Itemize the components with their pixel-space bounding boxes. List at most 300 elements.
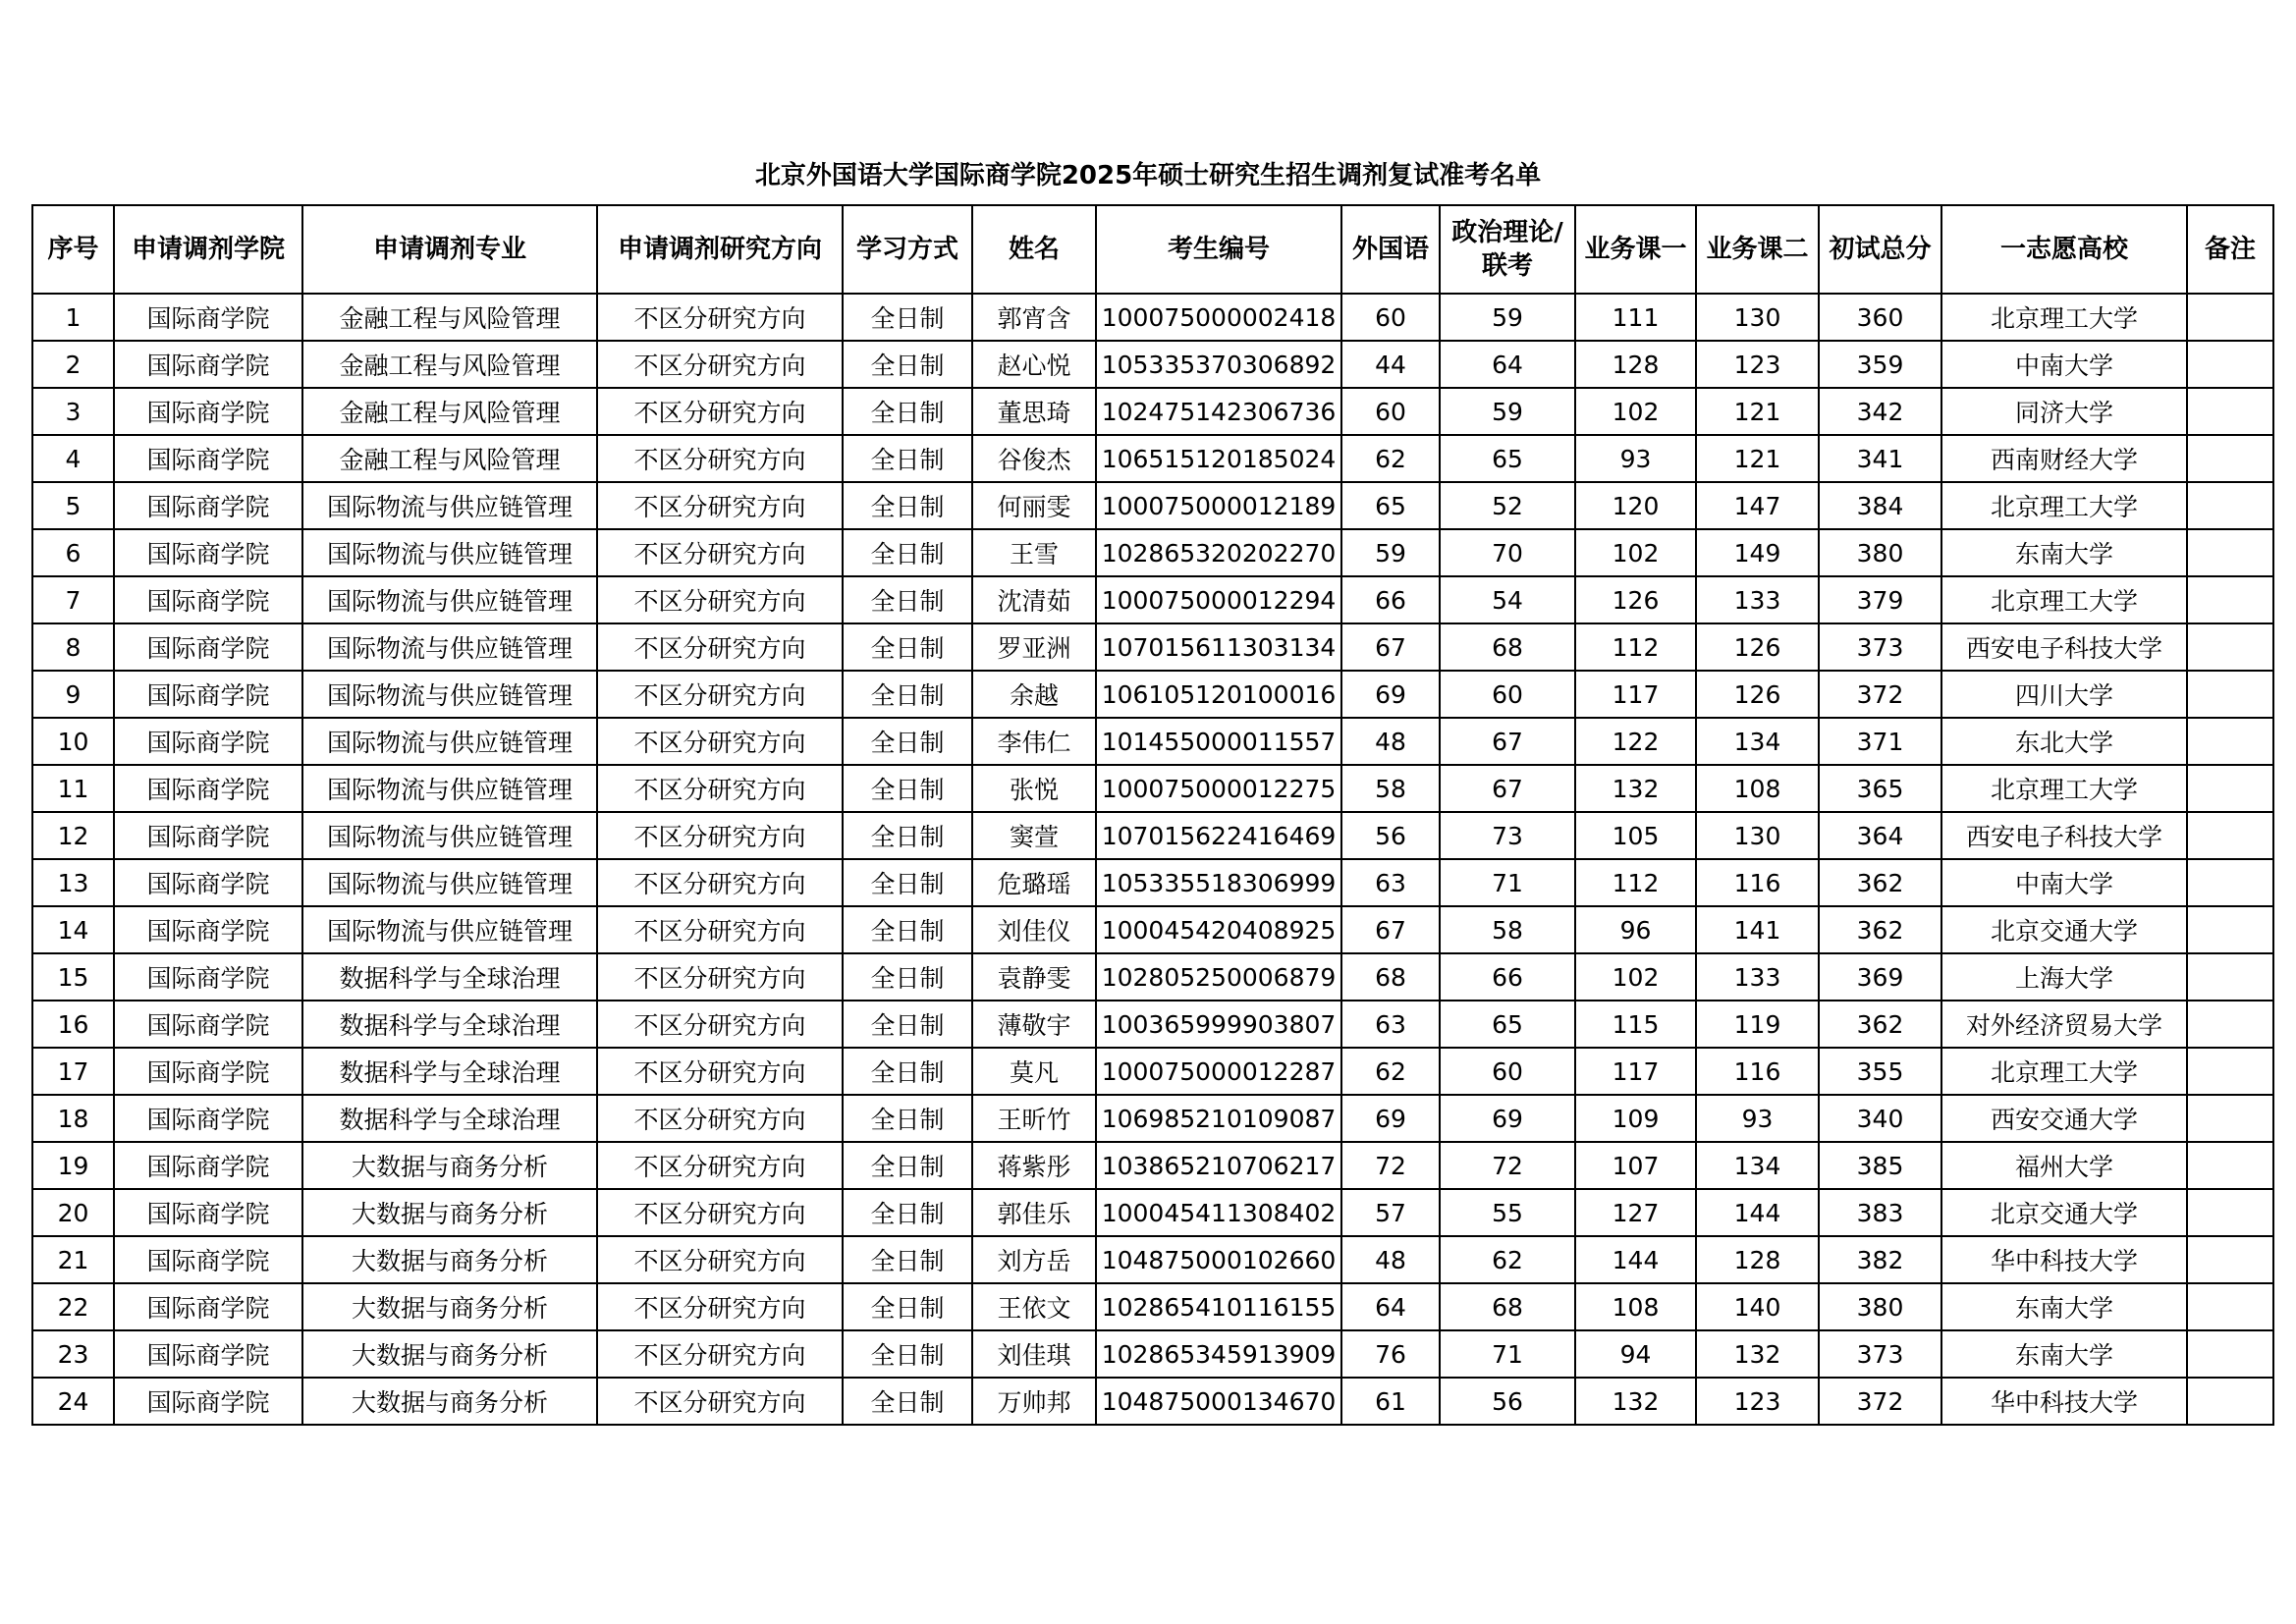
cell-exam-id: 102865345913909 (1096, 1330, 1341, 1378)
cell-direction: 不区分研究方向 (597, 1330, 843, 1378)
cell-foreign-language: 69 (1341, 1095, 1440, 1142)
cell-foreign-language: 60 (1341, 388, 1440, 435)
cell-name: 罗亚洲 (972, 623, 1096, 671)
cell-direction: 不区分研究方向 (597, 859, 843, 906)
cell-total: 369 (1819, 953, 1941, 1001)
cell-politics: 60 (1440, 1048, 1575, 1095)
cell-total: 340 (1819, 1095, 1941, 1142)
cell-course-one: 117 (1575, 671, 1696, 718)
cell-direction: 不区分研究方向 (597, 718, 843, 765)
col-header-remarks: 备注 (2187, 205, 2273, 294)
cell-name: 刘佳琪 (972, 1330, 1096, 1378)
cell-school: 国际商学院 (114, 1236, 302, 1283)
cell-politics: 59 (1440, 294, 1575, 341)
cell-major: 大数据与商务分析 (302, 1189, 597, 1236)
cell-major: 大数据与商务分析 (302, 1142, 597, 1189)
cell-first-choice: 西安电子科技大学 (1941, 812, 2187, 859)
cell-major: 金融工程与风险管理 (302, 388, 597, 435)
col-header-total: 初试总分 (1819, 205, 1941, 294)
cell-foreign-language: 61 (1341, 1378, 1440, 1425)
cell-remarks (2187, 576, 2273, 623)
cell-exam-id: 102475142306736 (1096, 388, 1341, 435)
cell-remarks (2187, 1189, 2273, 1236)
cell-course-one: 102 (1575, 388, 1696, 435)
cell-study-mode: 全日制 (843, 1001, 972, 1048)
table-row (32, 1142, 2273, 1189)
cell-course-one: 127 (1575, 1189, 1696, 1236)
cell-remarks (2187, 718, 2273, 765)
cell-school: 国际商学院 (114, 1001, 302, 1048)
cell-index: 8 (32, 623, 114, 671)
table-row (32, 1236, 2273, 1283)
cell-first-choice: 北京理工大学 (1941, 1048, 2187, 1095)
cell-total: 359 (1819, 341, 1941, 388)
cell-foreign-language: 48 (1341, 1236, 1440, 1283)
cell-politics: 66 (1440, 953, 1575, 1001)
cell-remarks (2187, 1330, 2273, 1378)
cell-course-two: 133 (1696, 953, 1819, 1001)
cell-exam-id: 106105120100016 (1096, 671, 1341, 718)
cell-name: 刘方岳 (972, 1236, 1096, 1283)
cell-index: 6 (32, 529, 114, 576)
cell-study-mode: 全日制 (843, 341, 972, 388)
cell-exam-id: 103865210706217 (1096, 1142, 1341, 1189)
cell-name: 蒋紫彤 (972, 1142, 1096, 1189)
table-row (32, 859, 2273, 906)
cell-exam-id: 100075000002418 (1096, 294, 1341, 341)
cell-exam-id: 100045411308402 (1096, 1189, 1341, 1236)
cell-first-choice: 西安交通大学 (1941, 1095, 2187, 1142)
cell-school: 国际商学院 (114, 1189, 302, 1236)
cell-remarks (2187, 435, 2273, 482)
cell-name: 万帅邦 (972, 1378, 1096, 1425)
cell-first-choice: 福州大学 (1941, 1142, 2187, 1189)
cell-total: 373 (1819, 1330, 1941, 1378)
cell-remarks (2187, 1236, 2273, 1283)
cell-total: 355 (1819, 1048, 1941, 1095)
cell-politics: 67 (1440, 765, 1575, 812)
cell-name: 沈清茹 (972, 576, 1096, 623)
cell-name: 郭宵含 (972, 294, 1096, 341)
cell-name: 王昕竹 (972, 1095, 1096, 1142)
cell-remarks (2187, 1283, 2273, 1330)
cell-direction: 不区分研究方向 (597, 1283, 843, 1330)
cell-major: 大数据与商务分析 (302, 1378, 597, 1425)
table-row (32, 1283, 2273, 1330)
cell-course-two: 126 (1696, 671, 1819, 718)
cell-foreign-language: 44 (1341, 341, 1440, 388)
cell-remarks (2187, 953, 2273, 1001)
cell-foreign-language: 66 (1341, 576, 1440, 623)
cell-name: 危璐瑶 (972, 859, 1096, 906)
cell-study-mode: 全日制 (843, 1142, 972, 1189)
col-header-foreign-language: 外国语 (1341, 205, 1440, 294)
cell-course-two: 134 (1696, 1142, 1819, 1189)
cell-course-one: 107 (1575, 1142, 1696, 1189)
cell-course-two: 123 (1696, 341, 1819, 388)
cell-study-mode: 全日制 (843, 576, 972, 623)
cell-study-mode: 全日制 (843, 1330, 972, 1378)
cell-major: 国际物流与供应链管理 (302, 576, 597, 623)
cell-school: 国际商学院 (114, 1142, 302, 1189)
cell-exam-id: 105335518306999 (1096, 859, 1341, 906)
cell-remarks (2187, 388, 2273, 435)
cell-foreign-language: 72 (1341, 1142, 1440, 1189)
cell-index: 4 (32, 435, 114, 482)
cell-politics: 59 (1440, 388, 1575, 435)
cell-school: 国际商学院 (114, 576, 302, 623)
cell-foreign-language: 68 (1341, 953, 1440, 1001)
cell-school: 国际商学院 (114, 1095, 302, 1142)
cell-exam-id: 100075000012189 (1096, 482, 1341, 529)
cell-course-two: 108 (1696, 765, 1819, 812)
cell-first-choice: 东南大学 (1941, 529, 2187, 576)
cell-foreign-language: 64 (1341, 1283, 1440, 1330)
cell-course-two: 132 (1696, 1330, 1819, 1378)
cell-direction: 不区分研究方向 (597, 435, 843, 482)
cell-total: 383 (1819, 1189, 1941, 1236)
cell-course-two: 119 (1696, 1001, 1819, 1048)
cell-first-choice: 东南大学 (1941, 1330, 2187, 1378)
col-header-index: 序号 (32, 205, 114, 294)
cell-direction: 不区分研究方向 (597, 529, 843, 576)
cell-major: 金融工程与风险管理 (302, 341, 597, 388)
cell-school: 国际商学院 (114, 1378, 302, 1425)
cell-index: 14 (32, 906, 114, 953)
cell-major: 国际物流与供应链管理 (302, 765, 597, 812)
table-row (32, 576, 2273, 623)
cell-politics: 71 (1440, 1330, 1575, 1378)
cell-major: 大数据与商务分析 (302, 1330, 597, 1378)
cell-total: 382 (1819, 1236, 1941, 1283)
col-header-first-choice: 一志愿高校 (1941, 205, 2187, 294)
table-row (32, 718, 2273, 765)
cell-index: 9 (32, 671, 114, 718)
cell-course-two: 93 (1696, 1095, 1819, 1142)
cell-name: 莫凡 (972, 1048, 1096, 1095)
cell-direction: 不区分研究方向 (597, 953, 843, 1001)
cell-course-two: 130 (1696, 294, 1819, 341)
cell-name: 赵心悦 (972, 341, 1096, 388)
table-row (32, 906, 2273, 953)
cell-foreign-language: 63 (1341, 859, 1440, 906)
cell-course-one: 144 (1575, 1236, 1696, 1283)
cell-major: 国际物流与供应链管理 (302, 623, 597, 671)
table-row (32, 294, 2273, 341)
cell-index: 2 (32, 341, 114, 388)
cell-total: 380 (1819, 1283, 1941, 1330)
cell-school: 国际商学院 (114, 388, 302, 435)
cell-exam-id: 107015611303134 (1096, 623, 1341, 671)
cell-course-one: 120 (1575, 482, 1696, 529)
cell-major: 数据科学与全球治理 (302, 953, 597, 1001)
cell-course-one: 102 (1575, 529, 1696, 576)
cell-index: 13 (32, 859, 114, 906)
table-row (32, 388, 2273, 435)
cell-politics: 62 (1440, 1236, 1575, 1283)
cell-course-two: 133 (1696, 576, 1819, 623)
table-row (32, 1330, 2273, 1378)
cell-index: 22 (32, 1283, 114, 1330)
cell-major: 国际物流与供应链管理 (302, 812, 597, 859)
cell-foreign-language: 62 (1341, 1048, 1440, 1095)
cell-first-choice: 北京交通大学 (1941, 1189, 2187, 1236)
cell-course-two: 128 (1696, 1236, 1819, 1283)
cell-politics: 70 (1440, 529, 1575, 576)
cell-direction: 不区分研究方向 (597, 1378, 843, 1425)
cell-course-two: 121 (1696, 435, 1819, 482)
cell-index: 20 (32, 1189, 114, 1236)
cell-exam-id: 104875000102660 (1096, 1236, 1341, 1283)
cell-remarks (2187, 765, 2273, 812)
cell-first-choice: 对外经济贸易大学 (1941, 1001, 2187, 1048)
header-row (32, 205, 2273, 294)
cell-total: 362 (1819, 1001, 1941, 1048)
cell-course-one: 115 (1575, 1001, 1696, 1048)
cell-course-one: 105 (1575, 812, 1696, 859)
cell-study-mode: 全日制 (843, 1048, 972, 1095)
cell-exam-id: 100075000012294 (1096, 576, 1341, 623)
cell-major: 金融工程与风险管理 (302, 435, 597, 482)
cell-major: 国际物流与供应链管理 (302, 718, 597, 765)
cell-direction: 不区分研究方向 (597, 1142, 843, 1189)
cell-direction: 不区分研究方向 (597, 671, 843, 718)
cell-index: 10 (32, 718, 114, 765)
cell-index: 23 (32, 1330, 114, 1378)
cell-total: 342 (1819, 388, 1941, 435)
cell-index: 15 (32, 953, 114, 1001)
cell-course-one: 96 (1575, 906, 1696, 953)
table-row (32, 435, 2273, 482)
cell-index: 1 (32, 294, 114, 341)
cell-course-two: 141 (1696, 906, 1819, 953)
cell-study-mode: 全日制 (843, 1189, 972, 1236)
cell-total: 372 (1819, 671, 1941, 718)
cell-remarks (2187, 671, 2273, 718)
cell-first-choice: 中南大学 (1941, 859, 2187, 906)
table-row (32, 482, 2273, 529)
cell-total: 379 (1819, 576, 1941, 623)
cell-foreign-language: 60 (1341, 294, 1440, 341)
col-header-name: 姓名 (972, 205, 1096, 294)
cell-name: 何丽雯 (972, 482, 1096, 529)
cell-exam-id: 102865320202270 (1096, 529, 1341, 576)
cell-total: 360 (1819, 294, 1941, 341)
cell-politics: 72 (1440, 1142, 1575, 1189)
cell-school: 国际商学院 (114, 1048, 302, 1095)
cell-index: 11 (32, 765, 114, 812)
cell-remarks (2187, 482, 2273, 529)
cell-first-choice: 西安电子科技大学 (1941, 623, 2187, 671)
cell-course-two: 130 (1696, 812, 1819, 859)
cell-study-mode: 全日制 (843, 388, 972, 435)
cell-first-choice: 东北大学 (1941, 718, 2187, 765)
cell-remarks (2187, 341, 2273, 388)
cell-direction: 不区分研究方向 (597, 294, 843, 341)
cell-course-two: 144 (1696, 1189, 1819, 1236)
cell-name: 谷俊杰 (972, 435, 1096, 482)
cell-politics: 64 (1440, 341, 1575, 388)
cell-total: 384 (1819, 482, 1941, 529)
cell-course-one: 102 (1575, 953, 1696, 1001)
cell-name: 余越 (972, 671, 1096, 718)
cell-exam-id: 101455000011557 (1096, 718, 1341, 765)
cell-remarks (2187, 1048, 2273, 1095)
cell-index: 19 (32, 1142, 114, 1189)
cell-name: 董思琦 (972, 388, 1096, 435)
cell-total: 362 (1819, 906, 1941, 953)
cell-course-two: 147 (1696, 482, 1819, 529)
cell-total: 380 (1819, 529, 1941, 576)
cell-first-choice: 北京交通大学 (1941, 906, 2187, 953)
cell-first-choice: 北京理工大学 (1941, 482, 2187, 529)
cell-course-two: 140 (1696, 1283, 1819, 1330)
cell-remarks (2187, 812, 2273, 859)
col-header-direction: 申请调剂研究方向 (597, 205, 843, 294)
cell-foreign-language: 76 (1341, 1330, 1440, 1378)
cell-major: 数据科学与全球治理 (302, 1001, 597, 1048)
cell-course-one: 132 (1575, 765, 1696, 812)
cell-name: 张悦 (972, 765, 1096, 812)
cell-politics: 54 (1440, 576, 1575, 623)
cell-school: 国际商学院 (114, 623, 302, 671)
cell-course-one: 112 (1575, 623, 1696, 671)
cell-remarks (2187, 294, 2273, 341)
cell-first-choice: 西南财经大学 (1941, 435, 2187, 482)
table-row (32, 1189, 2273, 1236)
cell-direction: 不区分研究方向 (597, 765, 843, 812)
cell-remarks (2187, 1378, 2273, 1425)
cell-index: 7 (32, 576, 114, 623)
cell-study-mode: 全日制 (843, 718, 972, 765)
cell-name: 王依文 (972, 1283, 1096, 1330)
cell-course-two: 126 (1696, 623, 1819, 671)
cell-first-choice: 华中科技大学 (1941, 1236, 2187, 1283)
cell-politics: 71 (1440, 859, 1575, 906)
cell-first-choice: 北京理工大学 (1941, 765, 2187, 812)
cell-major: 数据科学与全球治理 (302, 1095, 597, 1142)
cell-course-two: 121 (1696, 388, 1819, 435)
cell-direction: 不区分研究方向 (597, 1048, 843, 1095)
cell-major: 国际物流与供应链管理 (302, 859, 597, 906)
cell-politics: 60 (1440, 671, 1575, 718)
cell-school: 国际商学院 (114, 906, 302, 953)
cell-first-choice: 中南大学 (1941, 341, 2187, 388)
cell-direction: 不区分研究方向 (597, 1001, 843, 1048)
cell-exam-id: 102805250006879 (1096, 953, 1341, 1001)
cell-remarks (2187, 859, 2273, 906)
cell-politics: 52 (1440, 482, 1575, 529)
cell-course-two: 116 (1696, 859, 1819, 906)
cell-school: 国际商学院 (114, 1330, 302, 1378)
cell-course-two: 134 (1696, 718, 1819, 765)
cell-school: 国际商学院 (114, 671, 302, 718)
table-row (32, 765, 2273, 812)
cell-direction: 不区分研究方向 (597, 482, 843, 529)
cell-foreign-language: 63 (1341, 1001, 1440, 1048)
cell-direction: 不区分研究方向 (597, 576, 843, 623)
cell-foreign-language: 56 (1341, 812, 1440, 859)
cell-politics: 69 (1440, 1095, 1575, 1142)
cell-total: 371 (1819, 718, 1941, 765)
cell-total: 364 (1819, 812, 1941, 859)
cell-first-choice: 华中科技大学 (1941, 1378, 2187, 1425)
cell-first-choice: 四川大学 (1941, 671, 2187, 718)
cell-remarks (2187, 1095, 2273, 1142)
cell-study-mode: 全日制 (843, 859, 972, 906)
col-header-course-two: 业务课二 (1696, 205, 1819, 294)
cell-direction: 不区分研究方向 (597, 1236, 843, 1283)
cell-total: 385 (1819, 1142, 1941, 1189)
table-body (32, 294, 2273, 1425)
cell-major: 国际物流与供应链管理 (302, 671, 597, 718)
cell-direction: 不区分研究方向 (597, 812, 843, 859)
cell-politics: 58 (1440, 906, 1575, 953)
cell-index: 17 (32, 1048, 114, 1095)
cell-course-two: 116 (1696, 1048, 1819, 1095)
cell-course-one: 132 (1575, 1378, 1696, 1425)
cell-school: 国际商学院 (114, 482, 302, 529)
cell-exam-id: 105335370306892 (1096, 341, 1341, 388)
cell-total: 341 (1819, 435, 1941, 482)
cell-foreign-language: 69 (1341, 671, 1440, 718)
cell-foreign-language: 59 (1341, 529, 1440, 576)
cell-total: 373 (1819, 623, 1941, 671)
cell-study-mode: 全日制 (843, 294, 972, 341)
cell-name: 王雪 (972, 529, 1096, 576)
cell-major: 金融工程与风险管理 (302, 294, 597, 341)
table-row (32, 1095, 2273, 1142)
cell-name: 薄敬宇 (972, 1001, 1096, 1048)
cell-study-mode: 全日制 (843, 1378, 972, 1425)
cell-course-one: 93 (1575, 435, 1696, 482)
cell-foreign-language: 62 (1341, 435, 1440, 482)
cell-major: 大数据与商务分析 (302, 1236, 597, 1283)
cell-index: 24 (32, 1378, 114, 1425)
cell-politics: 65 (1440, 1001, 1575, 1048)
table-row (32, 623, 2273, 671)
cell-politics: 65 (1440, 435, 1575, 482)
cell-index: 12 (32, 812, 114, 859)
cell-course-one: 128 (1575, 341, 1696, 388)
cell-index: 5 (32, 482, 114, 529)
cell-school: 国际商学院 (114, 812, 302, 859)
cell-name: 郭佳乐 (972, 1189, 1096, 1236)
table-row (32, 1378, 2273, 1425)
cell-politics: 67 (1440, 718, 1575, 765)
col-header-politics: 政治理论/联考 (1440, 205, 1575, 294)
cell-course-one: 109 (1575, 1095, 1696, 1142)
cell-direction: 不区分研究方向 (597, 1189, 843, 1236)
cell-study-mode: 全日制 (843, 953, 972, 1001)
cell-school: 国际商学院 (114, 435, 302, 482)
cell-first-choice: 北京理工大学 (1941, 294, 2187, 341)
cell-school: 国际商学院 (114, 859, 302, 906)
cell-foreign-language: 67 (1341, 623, 1440, 671)
cell-remarks (2187, 1142, 2273, 1189)
cell-course-two: 123 (1696, 1378, 1819, 1425)
cell-total: 372 (1819, 1378, 1941, 1425)
cell-study-mode: 全日制 (843, 765, 972, 812)
cell-politics: 55 (1440, 1189, 1575, 1236)
cell-foreign-language: 48 (1341, 718, 1440, 765)
cell-major: 国际物流与供应链管理 (302, 529, 597, 576)
table-row (32, 671, 2273, 718)
cell-exam-id: 106515120185024 (1096, 435, 1341, 482)
cell-exam-id: 106985210109087 (1096, 1095, 1341, 1142)
cell-politics: 56 (1440, 1378, 1575, 1425)
cell-study-mode: 全日制 (843, 906, 972, 953)
